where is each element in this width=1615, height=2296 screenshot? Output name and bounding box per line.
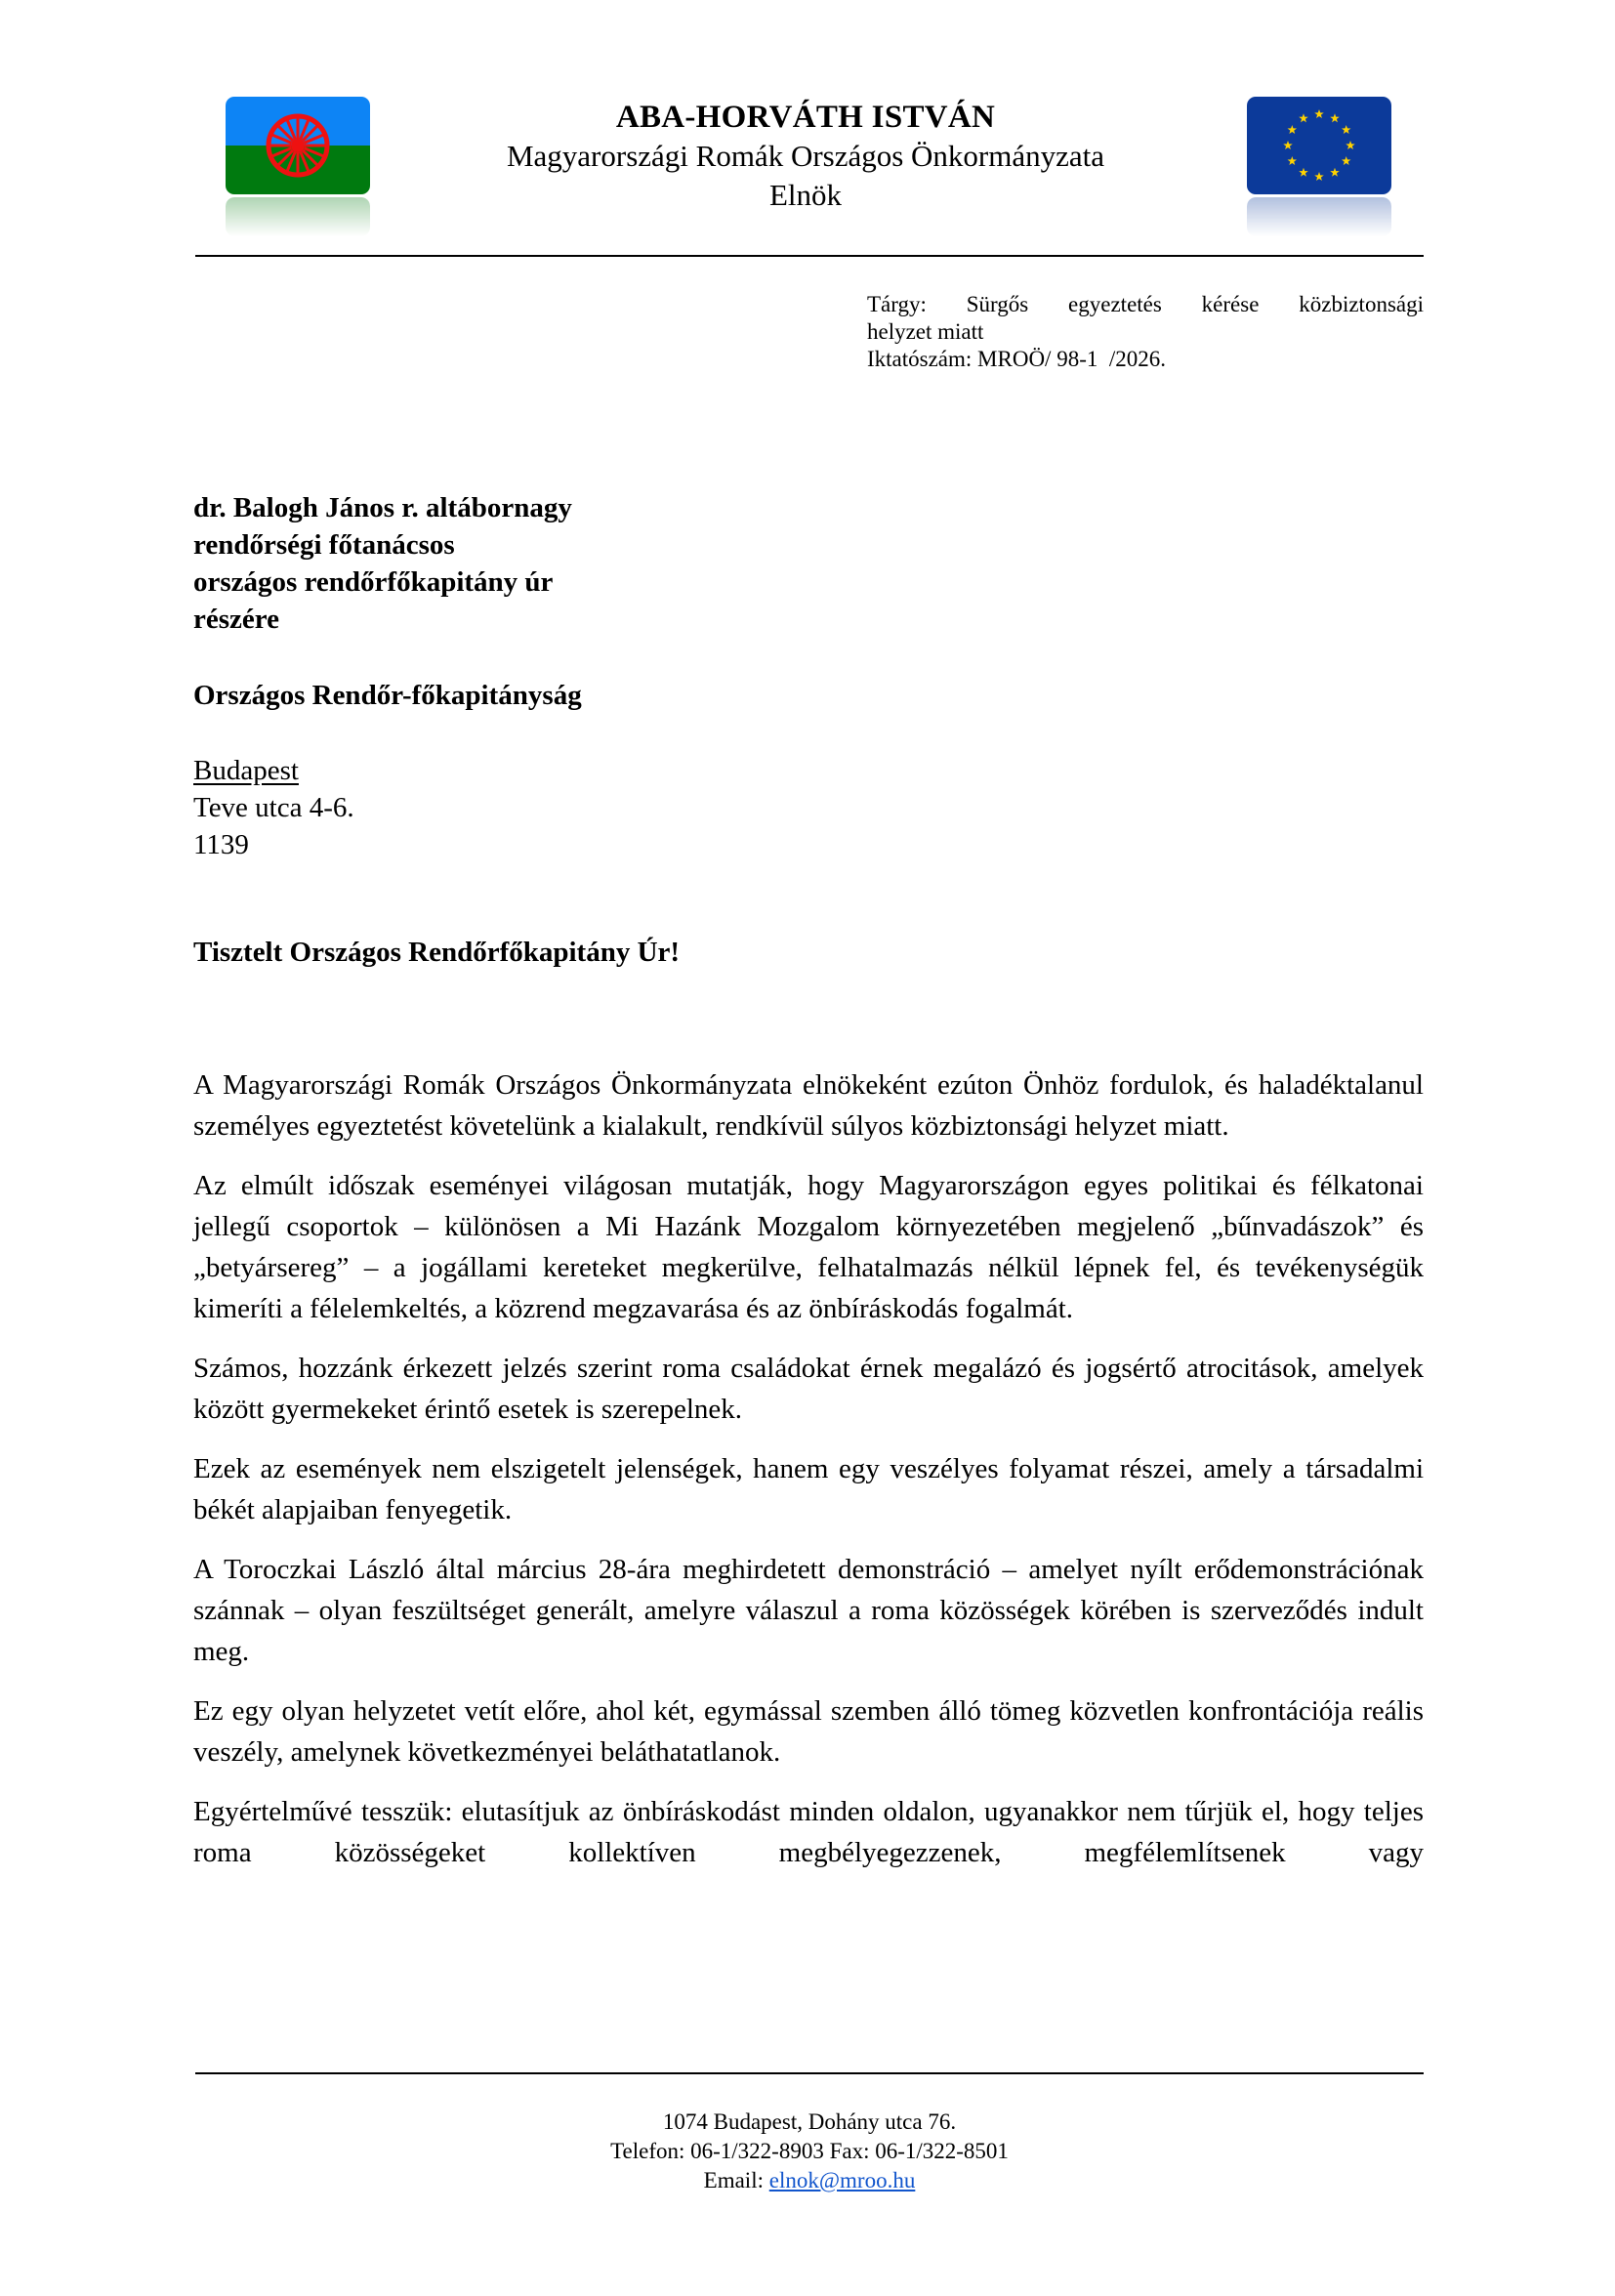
- sender-name: ABA-HORVÁTH ISTVÁN: [615, 100, 996, 135]
- body-paragraph: Az elmúlt időszak eseményei világosan mutatják, hogy Magyarországon egyes politikai és félkatonai jellegű csoportok – különösen a Mi Hazánk Mozgalom környezetében megjelenő „bűnvadászok” és „betyársereg” – a jogállami kereteket megkerülve, felhatalmazás nélkül lépnek fel, és tevékenységük kimeríti a félelemkeltés, a közrend megzavarása és az önbíráskodás fogalmát.: [193, 1170, 1424, 1324]
- addressee-title: rendőrségi főtanácsos: [193, 529, 455, 561]
- body-paragraph: A Magyarországi Romák Országos Önkormányzata elnökeként ezúton Önhöz fordulok, és haladéktalanul személyes egyeztetést követelünk a kialakult, rendkívül súlyos közbiztonsági helyzet miatt.: [193, 1069, 1424, 1142]
- addressee-name: dr. Balogh János r. altábornagy: [193, 492, 572, 523]
- addressee-city: Budapest: [193, 755, 299, 786]
- eu-star-icon: [1342, 156, 1351, 165]
- footer-email-row: [195, 2166, 1424, 2195]
- eu-star-icon: [1346, 141, 1355, 149]
- body-paragraph: Ez egy olyan helyzetet vetít előre, ahol két, egymással szemben álló tömeg közvetlen konfrontációja reális veszély, amelynek következményei beláthatatlanok.: [193, 1695, 1424, 1768]
- body-paragraph: Számos, hozzánk érkezett jelzés szerint roma családokat érnek megalázó és jogsértő atrocitások, amelyek között gyermekeket érintő esetek is szerepelnek.: [193, 1353, 1424, 1425]
- body-paragraph: A Toroczkai László által március 28-ára meghirdetett demonstráció – amelyet nyílt erődemonstrációnak szánnak – olyan feszültséget generált, amelyre válaszul a roma közösségek körében is szerveződés indult meg.: [193, 1554, 1424, 1667]
- email-link[interactable]: elnok@mroo.hu: [768, 2168, 916, 2192]
- sender-role: Elnök: [768, 178, 843, 212]
- eu-star-icon: [1314, 109, 1324, 118]
- salutation: Tisztelt Országos Rendőrfőkapitány Úr!: [193, 937, 681, 968]
- eu-star-icon: [1299, 113, 1308, 122]
- addressee-postcode: 1139: [193, 829, 249, 860]
- eu-star-icon: [1299, 168, 1308, 177]
- eu-star-icon: [1330, 113, 1340, 122]
- addressee-block: [193, 489, 572, 638]
- footer-phone-fax: Telefon: 06-1/322-8903 Fax: 06-1/322-8501: [610, 2139, 1009, 2163]
- addressee-organization: Országos Rendőr-főkapitányság: [193, 680, 582, 711]
- addressee-position: országos rendőrfőkapitány úr: [193, 566, 554, 598]
- eu-star-icon: [1330, 168, 1340, 177]
- addressee-address: [193, 752, 354, 863]
- subject-line-continued: helyzet miatt: [867, 319, 984, 344]
- letter-body: [193, 1065, 1424, 1892]
- eu-star-icon: [1342, 125, 1351, 134]
- sender-organization: Magyarországi Romák Országos Önkormányzata: [506, 139, 1105, 173]
- footer: [195, 2108, 1424, 2195]
- body-paragraph: Egyértelművé tesszük: elutasítjuk az önbíráskodást minden oldalon, ugyanakkor nem tűrjük el, hogy teljes roma közösségeket kollektíven megbélyegezzenek, megfélemlítsenek vagy: [193, 1796, 1424, 1868]
- subject-block: [867, 291, 1424, 373]
- letterhead: [322, 98, 1289, 215]
- reference-number: Iktatószám: MROÖ/ 98-1 /2026.: [867, 347, 1166, 371]
- header-divider: [195, 255, 1424, 257]
- eu-star-icon: [1314, 172, 1324, 181]
- footer-divider: [195, 2072, 1424, 2074]
- addressee-for: részére: [193, 604, 279, 635]
- subject-line: Tárgy: Sürgős egyeztetés kérése közbiztonsági: [867, 292, 1424, 316]
- body-paragraph: Ezek az események nem elszigetelt jelenségek, hanem egy veszélyes folyamat részei, amely a társadalmi békét alapjaiban fenyegetik.: [193, 1453, 1424, 1525]
- footer-email-label: Email:: [703, 2168, 769, 2192]
- addressee-street: Teve utca 4-6.: [193, 792, 354, 823]
- footer-address: 1074 Budapest, Dohány utca 76.: [662, 2109, 957, 2134]
